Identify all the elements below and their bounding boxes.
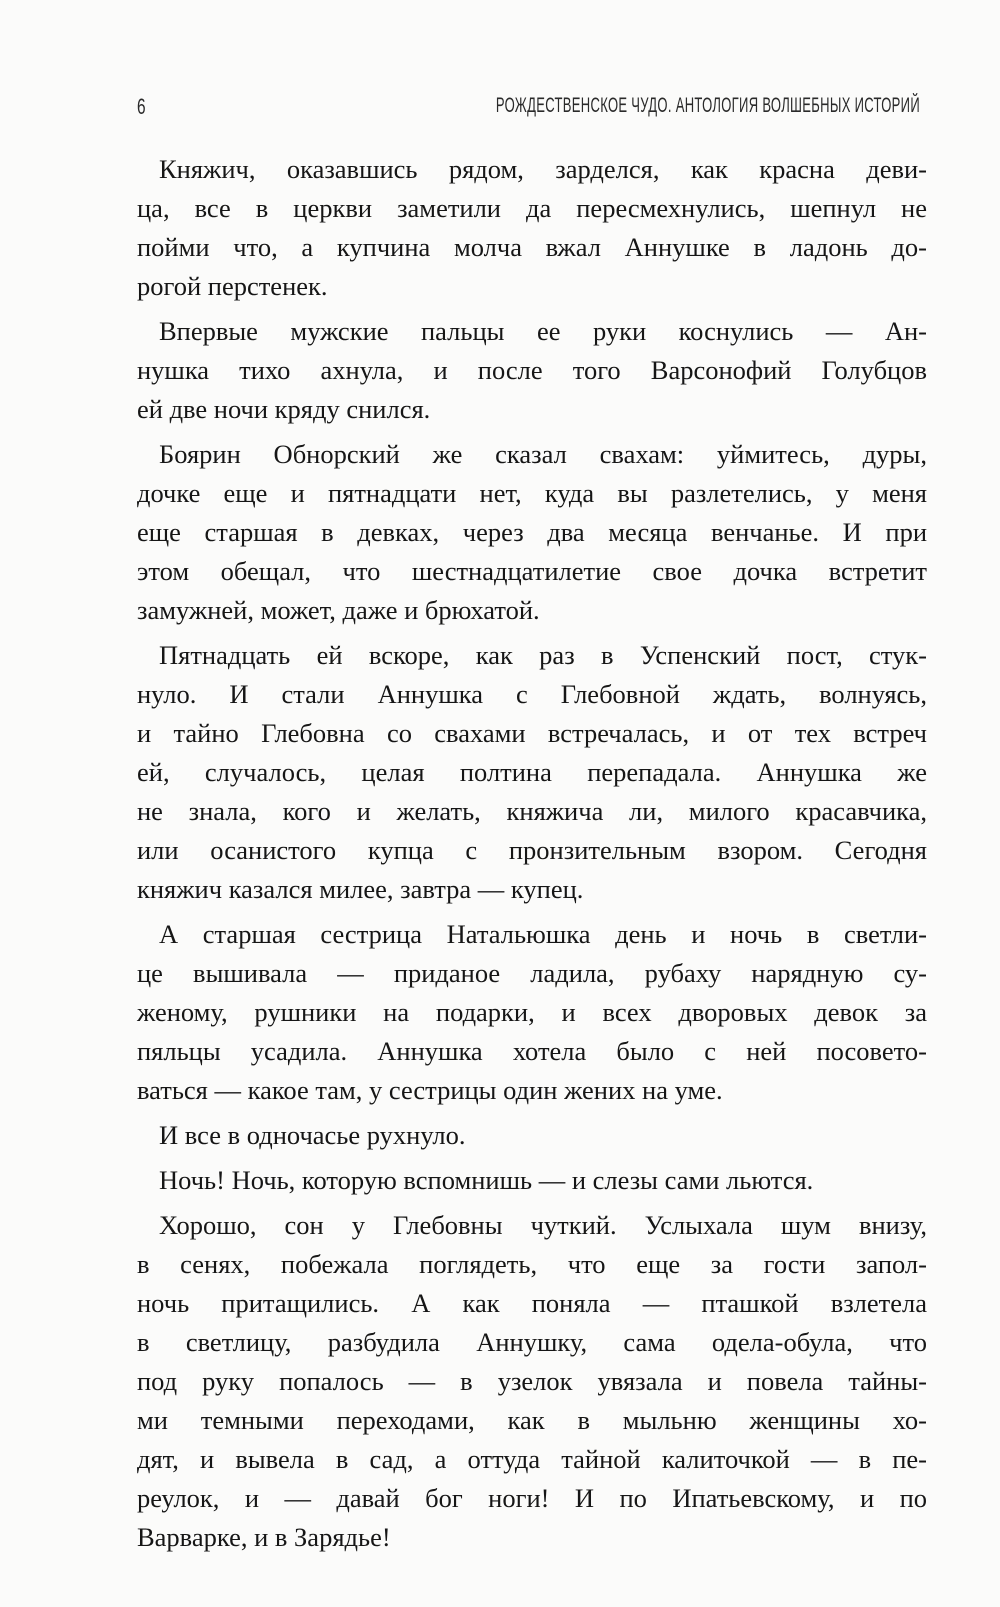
paragraph <box>137 150 927 306</box>
text-line: це вышивала — приданое ладила, рубаху нарядную су- <box>137 958 927 988</box>
text-line: еще старшая в девках, через два месяца венчанье. И при <box>137 517 927 547</box>
text-line: дят, и вывела в сад, а оттуда тайной калиточкой — в пе- <box>137 1444 927 1474</box>
text-line: ми темными переходами, как в мыльню женщины хо- <box>137 1405 927 1435</box>
text-line: Хорошо, сон у Глебовны чуткий. Услыхала шум внизу, <box>159 1210 927 1240</box>
paragraph <box>137 1116 927 1155</box>
text-line: замужней, может, даже и брюхатой. <box>137 595 540 625</box>
text-line: Княжич, оказавшись рядом, зарделся, как красна деви- <box>159 154 927 184</box>
paragraph <box>137 435 927 630</box>
text-line: Ночь! Ночь, которую вспомнишь — и слезы сами льются. <box>159 1165 814 1195</box>
paragraph <box>137 312 927 429</box>
paragraph <box>137 1206 927 1557</box>
text-line: дочке еще и пятнадцати нет, куда вы разлетелись, у меня <box>137 478 927 508</box>
text-line: Боярин Обнорский же сказал свахам: уймитесь, дуры, <box>159 439 927 469</box>
text-line: женому, рушники на подарки, и всех дворовых девок за <box>137 997 927 1027</box>
page-number: 6 <box>137 94 146 119</box>
paragraph <box>137 915 927 1110</box>
text-line: ваться — какое там, у сестрицы один жених на уме. <box>137 1075 723 1105</box>
text-line: под руку попалось — в узелок увязала и повела тайны- <box>137 1366 927 1396</box>
text-line: рогой перстенек. <box>137 271 328 301</box>
text-line: ца, все в церкви заметили да пересмехнулись, шепнул не <box>137 193 927 223</box>
text-line: княжич казался милее, завтра — купец. <box>137 874 584 904</box>
text-line: нушка тихо ахнула, и после того Варсонофий Голубцов <box>137 355 927 385</box>
text-line: Впервые мужские пальцы ее руки коснулись — Ан- <box>159 316 927 346</box>
text-line: ей две ночи кряду снился. <box>137 394 431 424</box>
text-line: пойми что, а купчина молча вжал Аннушке в ладонь до- <box>137 232 927 262</box>
text-line: не знала, кого и желать, княжича ли, милого красавчика, <box>137 796 927 826</box>
text-line: А старшая сестрица Натальюшка день и ночь в светли- <box>159 919 927 949</box>
text-line: в сенях, побежала поглядеть, что еще за гости запол- <box>137 1249 927 1279</box>
text-line: Пятнадцать ей вскоре, как раз в Успенский пост, стук- <box>159 640 927 670</box>
body-text <box>137 150 927 1563</box>
text-line: ночь притащились. А как поняла — пташкой взлетела <box>137 1288 927 1318</box>
book-title: РОЖДЕСТВЕНСКОЕ ЧУДО. АНТОЛОГИЯ ВОЛШЕБНЫХ ИСТОРИЙ <box>495 94 920 117</box>
paragraph <box>137 636 927 909</box>
text-line: ей, случалось, целая полтина перепадала. Аннушка же <box>137 757 927 787</box>
paragraph <box>137 1161 927 1200</box>
text-line: нуло. И стали Аннушка с Глебовной ждать, волнуясь, <box>137 679 927 709</box>
text-line: Варварке, и в Зарядье! <box>137 1522 391 1552</box>
text-line: И все в одночасье рухнуло. <box>159 1120 466 1150</box>
text-line: пяльцы усадила. Аннушка хотела было с ней посовето- <box>137 1036 927 1066</box>
text-line: или осанистого купца с пронзительным взором. Сегодня <box>137 835 927 865</box>
text-line: в светлицу, разбудила Аннушку, сама одела-обула, что <box>137 1327 927 1357</box>
text-line: реулок, и — давай бог ноги! И по Ипатьевскому, и по <box>137 1483 927 1513</box>
running-head <box>137 94 920 124</box>
text-line: этом обещал, что шестнадцатилетие свое дочка встретит <box>137 556 927 586</box>
text-line: и тайно Глебовна со свахами встречалась, и от тех встреч <box>137 718 927 748</box>
